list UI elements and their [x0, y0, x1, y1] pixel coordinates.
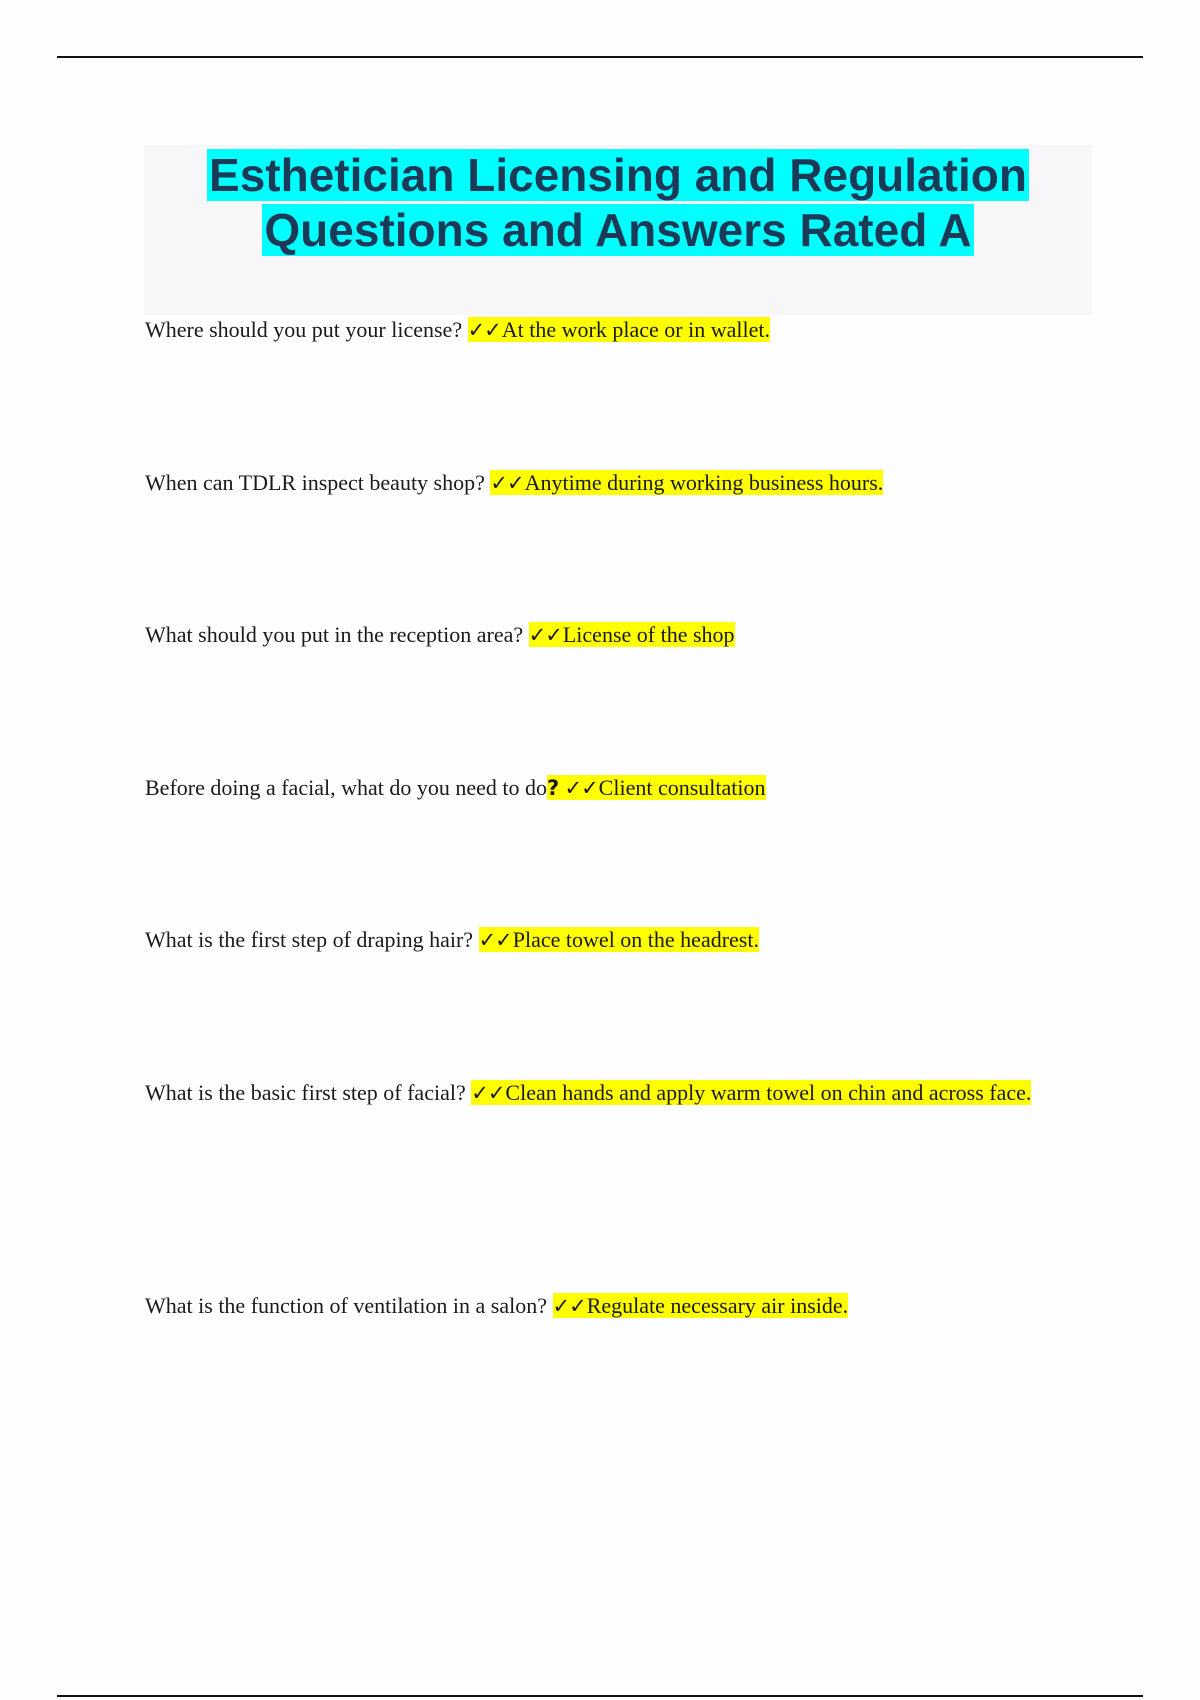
- question-text: Before doing a facial, what do you need to do: [145, 775, 547, 800]
- checkmark-icon: ✓✓: [467, 318, 501, 342]
- qa-item: [145, 452, 1085, 514]
- answer-text: Place towel on the headrest.: [512, 927, 759, 952]
- question-text: What should you put in the reception area?: [145, 622, 529, 647]
- checkmark-icon: ✓✓: [490, 471, 524, 495]
- answer-highlight: [529, 622, 735, 647]
- answer-text: Anytime during working business hours.: [524, 470, 884, 495]
- checkmark-icon: ? ✓✓: [546, 776, 598, 800]
- title-block: [144, 145, 1092, 315]
- top-rule: [57, 56, 1143, 58]
- question-text: When can TDLR inspect beauty shop?: [145, 470, 491, 495]
- question-text: What is the basic first step of facial?: [145, 1080, 472, 1105]
- answer-highlight: [471, 1080, 1031, 1105]
- answer-text: License of the shop: [562, 622, 735, 647]
- qa-item: [145, 909, 1085, 971]
- document-title-text: Esthetician Licensing and Regulation Questions and Answers Rated A: [209, 149, 1027, 256]
- qa-item: [145, 1062, 1085, 1124]
- question-text: What is the function of ventilation in a salon?: [145, 1293, 553, 1318]
- qa-item: [145, 757, 1085, 819]
- answer-text: Client consultation: [598, 775, 766, 800]
- bottom-rule: [57, 1695, 1143, 1697]
- answer-text: Regulate necessary air inside.: [586, 1293, 849, 1318]
- qa-item: [145, 1275, 1085, 1337]
- question-text: What is the first step of draping hair?: [145, 927, 479, 952]
- qa-item: [145, 299, 1085, 361]
- answer-highlight: [490, 470, 883, 495]
- checkmark-icon: ✓✓: [552, 1294, 586, 1318]
- answer-text: At the work place or in wallet.: [501, 317, 770, 342]
- checkmark-icon: ✓✓: [478, 928, 512, 952]
- answer-text: Clean hands and apply warm towel on chin and across face.: [505, 1080, 1032, 1105]
- answer-highlight: [547, 775, 766, 800]
- checkmark-icon: ✓✓: [471, 1081, 505, 1105]
- question-text: Where should you put your license?: [145, 317, 468, 342]
- qa-item: [145, 604, 1085, 666]
- answer-highlight: [468, 317, 770, 342]
- document-title: [144, 145, 1092, 258]
- answer-highlight: [479, 927, 759, 952]
- answer-highlight: [553, 1293, 849, 1318]
- checkmark-icon: ✓✓: [528, 623, 562, 647]
